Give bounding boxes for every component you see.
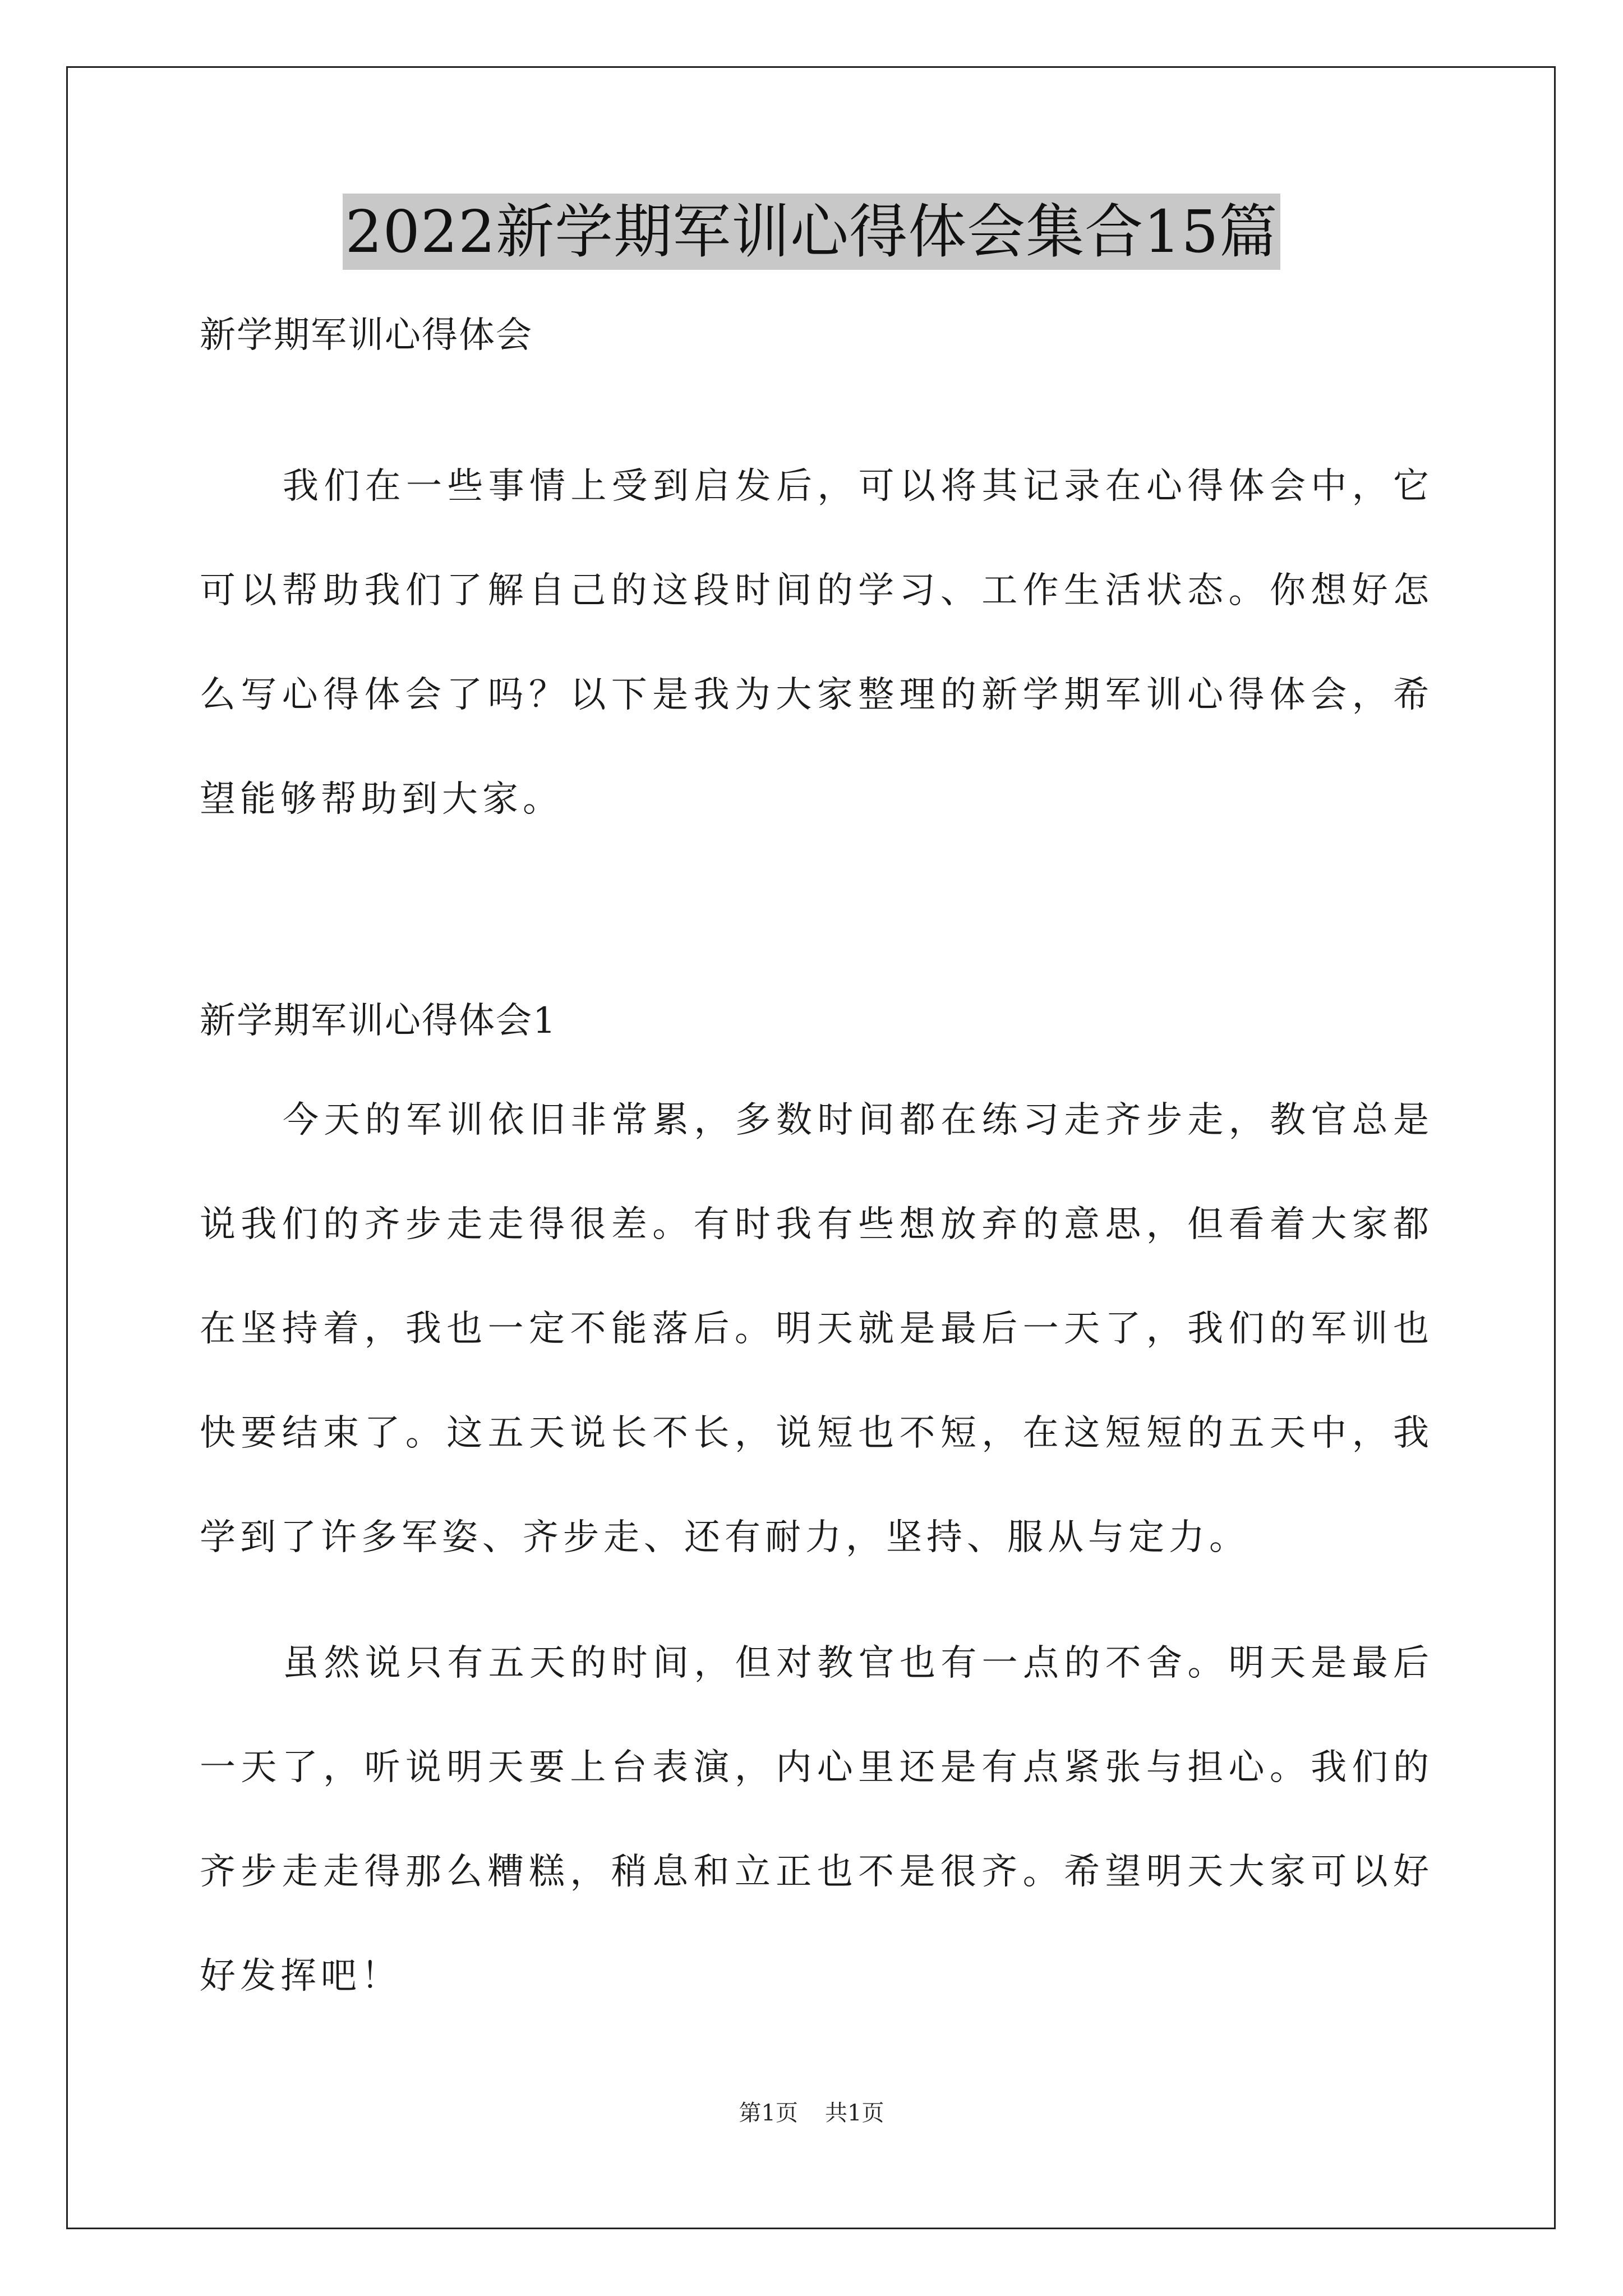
intro-heading: 新学期军训心得体会 xyxy=(200,315,533,356)
page-number-total: 共1页 xyxy=(825,2100,884,2126)
page-footer xyxy=(0,2098,1623,2128)
section1-heading: 新学期军训心得体会1 xyxy=(200,1000,557,1042)
page-number-current: 第1页 xyxy=(739,2100,798,2126)
section1-paragraph-2: 虽然说只有五天的时间，但对教官也有一点的不舍。明天是最后一天了，听说明天要上台表演，内心里还是有点紧张与担心。我们的齐步走走得那么糟糕，稍息和立正也不是很齐。希望明天大家可以好好发挥吧！ xyxy=(200,1642,1433,1997)
intro-paragraph: 我们在一些事情上受到启发后，可以将其记录在心得体会中，它可以帮助我们了解自己的这段时间的学习、工作生活状态。你想好怎么写心得体会了吗？以下是我为大家整理的新学期军训心得体会，希望能够帮助到大家。 xyxy=(200,466,1433,820)
section1-paragraph-1: 今天的军训依旧非常累，多数时间都在练习走齐步走，教官总是说我们的齐步走走得很差。有时我有些想放弃的意思，但看着大家都在坚持着，我也一定不能落后。明天就是最后一天了，我们的军训也快要结束了。这五天说长不长，说短也不短，在这短短的五天中，我学到了许多军姿、齐步走、还有耐力，坚持、服从与定力。 xyxy=(200,1099,1433,1558)
title-container xyxy=(0,194,1623,270)
document-title: 2022新学期军训心得体会集合15篇 xyxy=(343,194,1280,270)
